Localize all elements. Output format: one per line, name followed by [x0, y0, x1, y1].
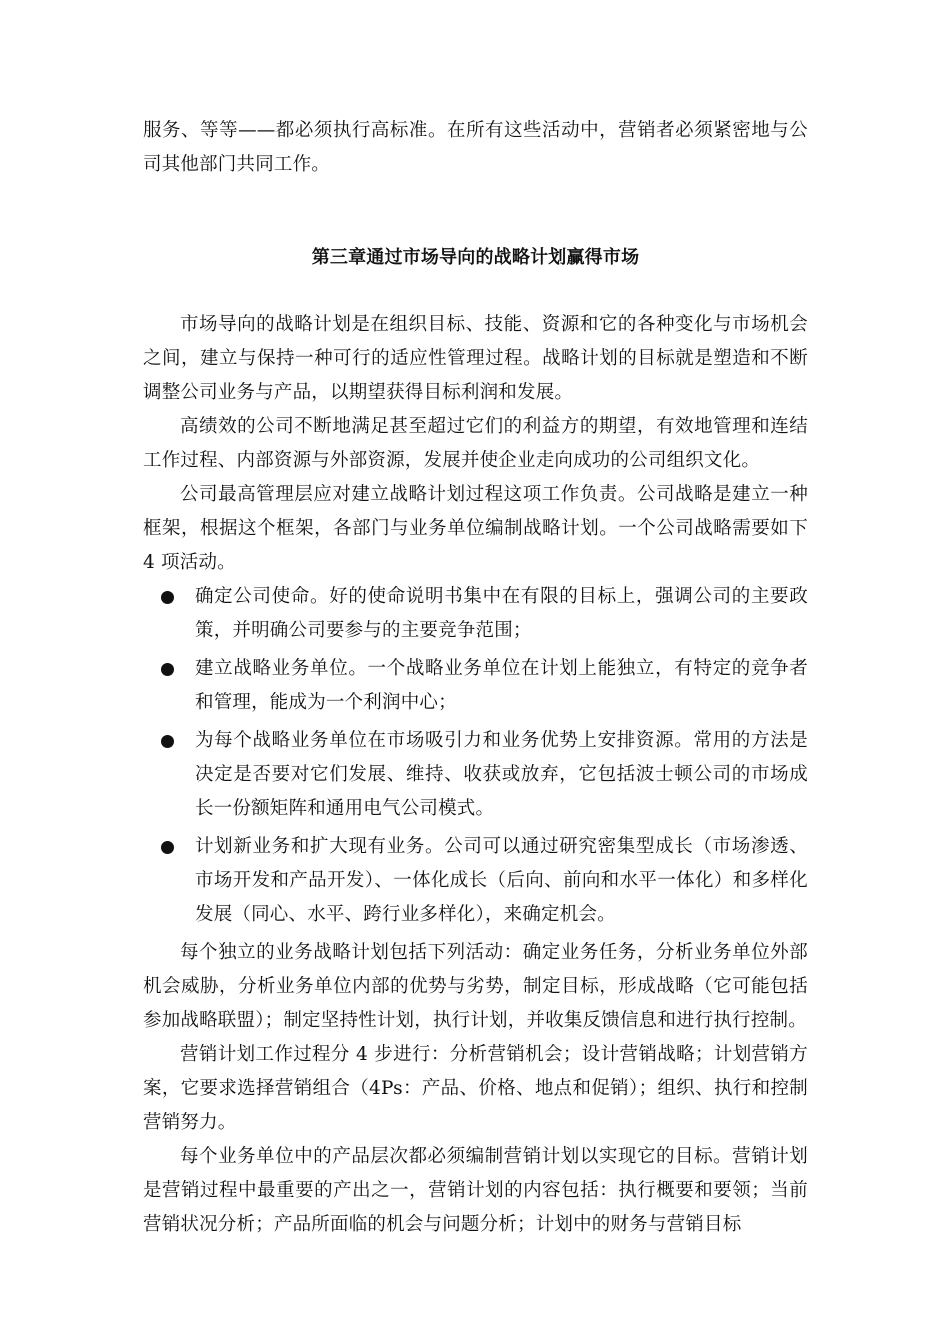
body-paragraph: 营销计划工作过程分 4 步进行：分析营销机会；设计营销战略；计划营销方案，它要求选择营销组合（4Ps：产品、价格、地点和促销）；组织、执行和控制营销努力。	[143, 1044, 808, 1133]
body-paragraph: 每个业务单位中的产品层次都必须编制营销计划以实现它的目标。营销计划是营销过程中最重要的产出之一，营销计划的内容包括：执行概要和要领；当前营销状况分析；产品所面临的机会与问题分析；计划中的财务与营销目标	[143, 1146, 808, 1235]
bullet-dot-icon	[161, 591, 174, 604]
bullet-item	[143, 652, 808, 720]
body-paragraph: 市场导向的战略计划是在组织目标、技能、资源和它的各种变化与市场机会之间，建立与保持一种可行的适应性管理过程。战略计划的目标就是塑造和不断调整公司业务与产品，以期望获得目标利润和发展。	[143, 314, 808, 403]
chapter-title: 第三章通过市场导向的战略计划赢得市场	[311, 247, 640, 268]
bullet-dot-icon	[161, 735, 174, 748]
body-paragraph: 公司最高管理层应对建立战略计划过程这项工作负责。公司战略是建立一种框架，根据这个框架，各部门与业务单位编制战略计划。一个公司战略需要如下 4 项活动。	[143, 484, 808, 573]
bullet-text: 为每个战略业务单位在市场吸引力和业务优势上安排资源。常用的方法是决定是否要对它们发展、维持、收获或放弃，它包括波士顿公司的市场成长一份额矩阵和通用电气公司模式。	[195, 730, 808, 819]
bullet-dot-icon	[161, 841, 174, 854]
bullet-dot-icon	[161, 663, 174, 676]
body-text	[143, 308, 808, 1242]
intro-block	[143, 114, 808, 182]
bullet-item	[143, 830, 808, 932]
body-paragraph: 高绩效的公司不断地满足甚至超过它们的利益方的期望，有效地管理和连结工作过程、内部资源与外部资源，发展并使企业走向成功的公司组织文化。	[143, 416, 808, 471]
body-paragraph: 每个独立的业务战略计划包括下列活动：确定业务任务，分析业务单位外部机会威胁，分析业务单位内部的优势与劣势，制定目标，形成战略（它可能包括参加战略联盟）；制定坚持性计划，执行计划，并收集反馈信息和进行执行控制。	[143, 942, 808, 1031]
bullet-text: 确定公司使命。好的使命说明书集中在有限的目标上，强调公司的主要政策，并明确公司要参与的主要竞争范围；	[195, 586, 808, 641]
bullet-text: 计划新业务和扩大现有业务。公司可以通过研究密集型成长（市场渗透、市场开发和产品开发）、一体化成长（后向、前向和水平一体化）和多样化发展（同心、水平、跨行业多样化），来确定机会。	[195, 836, 808, 925]
bullet-item	[143, 580, 808, 648]
activities-bullet-list	[143, 580, 808, 932]
bullet-text: 建立战略业务单位。一个战略业务单位在计划上能独立，有特定的竞争者和管理，能成为一个利润中心；	[195, 658, 808, 713]
bullet-item	[143, 724, 808, 826]
intro-continuation-paragraph: 服务、等等——都必须执行高标准。在所有这些活动中，营销者必须紧密地与公司其他部门共同工作。	[143, 120, 808, 175]
